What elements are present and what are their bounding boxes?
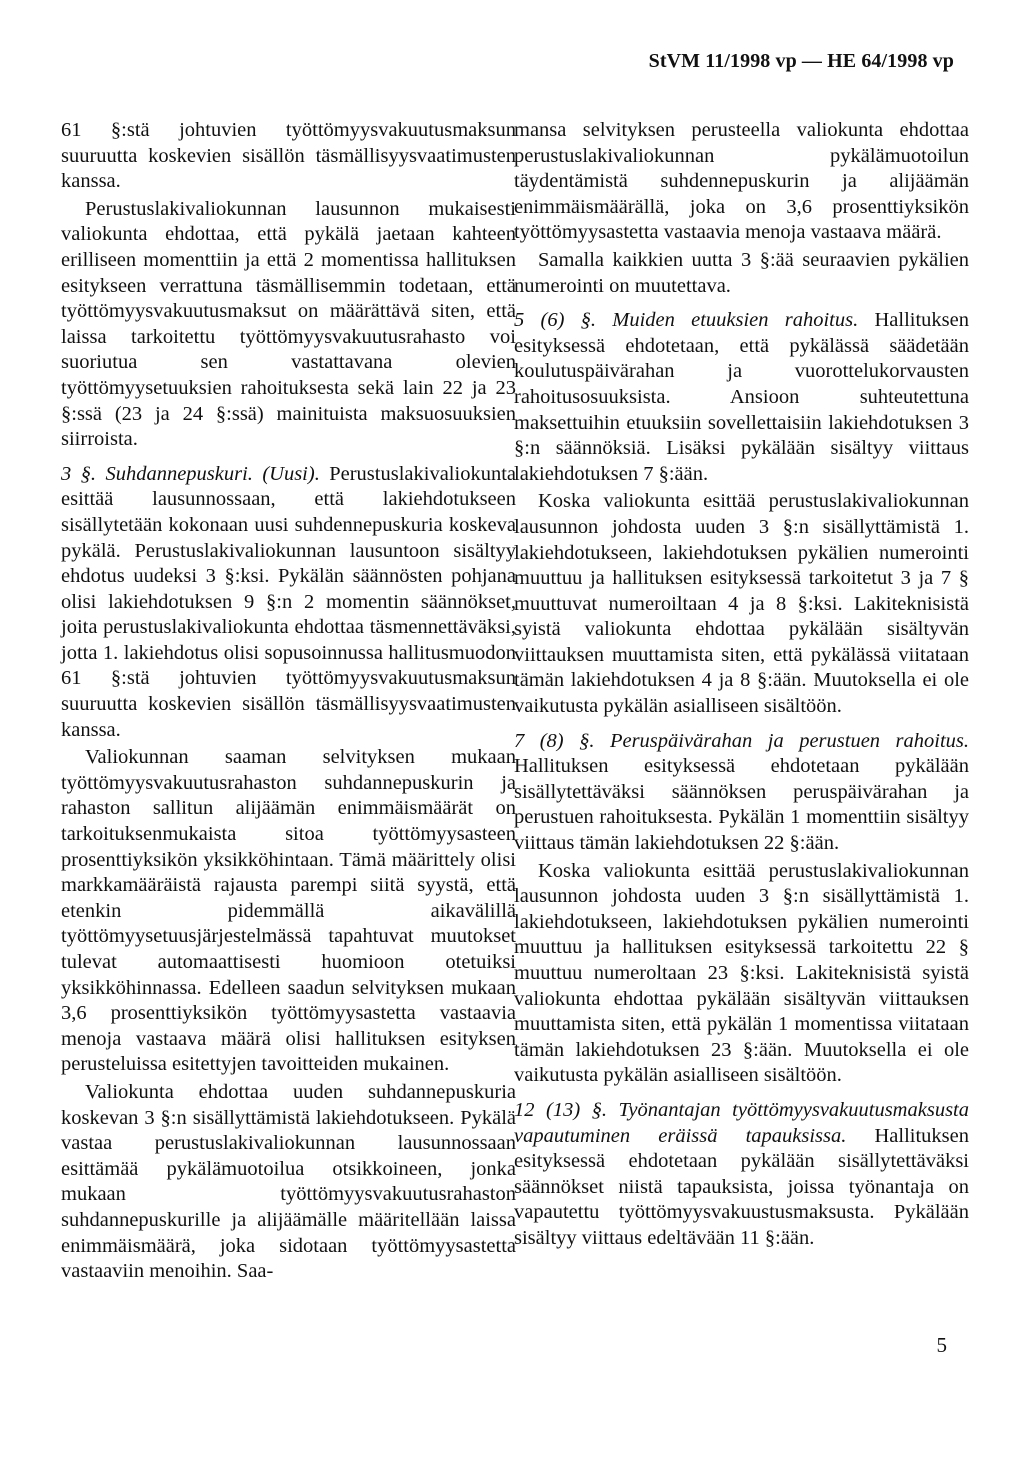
- section-12: [514, 1098, 969, 1252]
- section-heading: 12 (13) §. Työnantajan työttömyysvakuutusmaksusta vapautuminen eräissä tapauksissa.: [514, 1098, 969, 1147]
- paragraph: Valiokunnan saaman selvityksen mukaan työttömyysvakuutusrahaston suhdannepuskurin ja rahaston sallitun alijäämän enimmäismäärät on tarkoituksenmukaista sitoa työttömyysasteen prosenttiyksikön yksikköhintaan. Tämä määrittely olisi markkamääräistä rajausta parempi siitä syystä, että etenkin pidemmällä aikavälillä työttömyysetuusjärjestelmässä tapahtuvat muutokset tulevat automaattisesti huomioon otetuiksi yksikköhinnassa. Edelleen saadun selvityksen mukaan 3,6 prosenttiyksikön työttömyysastetta vastaavia menoja vastaava määrä olisi hallituksen esityksen perusteluissa esitettyjen tavoitteiden mukainen.: [61, 746, 516, 1076]
- section-heading: 5 (6) §. Muiden etuuksien rahoitus.: [514, 309, 859, 332]
- section-7: [514, 729, 969, 857]
- section-text: Hallituksen esityksessä ehdotetaan pykälään sisällytettäväksi säännökset niistä tapauksista, joissa työnantaja on vapautettu työttömyysvakuustusmaksusta. Pykälään sisältyy viittaus edeltävään 11 §:ään.: [514, 1124, 970, 1249]
- section-5: [514, 308, 969, 487]
- paragraph: 61 §:stä johtuvien työttömyysvakuutusmaksun suuruutta koskevien sisällön täsmällisyysvaatimusten kanssa.: [61, 119, 516, 193]
- left-column: [61, 118, 516, 1285]
- section-3: [61, 462, 516, 744]
- paragraph: mansa selvityksen perusteella valiokunta ehdottaa perustuslakivaliokunnan pykälämuotoilun täydentämistä suhdennepuskurin ja alijäämän enimmäismäärällä, joka on 3,6 prosenttiyksikön työttömyysastetta vastaavia menoja vastaava määrä.: [514, 119, 969, 244]
- paragraph: Samalla kaikkien uutta 3 §:ää seuraavien pykälien numerointi on muutettava.: [514, 248, 969, 297]
- running-header: StVM 11/1998 vp — HE 64/1998 vp: [648, 50, 954, 72]
- section-heading: 7 (8) §. Peruspäivärahan ja perustuen rahoitus.: [514, 729, 969, 752]
- page-number: 5: [936, 1333, 947, 1357]
- right-column: [514, 118, 969, 1252]
- section-text: Perustuslakivaliokunta esittää lausunnossaan, että lakiehdotukseen sisällytetään kokonaan uusi suhdennepuskuria koskeva pykälä. Perustuslakivaliokunnan lausuntoon sisältyy ehdotus uudeksi 3 §:ksi. Pykälän säännösten pohjana olisi lakiehdotuksen 9 §:n 2 momentin säännökset, joita perustuslakivaliokunta ehdottaa täsmennettäväksi, jotta 1. lakiehdotus olisi sopusoinnussa hallitusmuodon 61 §:stä johtuvien työttömyysvakuutusmaksun suuruutta koskevien sisällön täsmällisyysvaatimusten kanssa.: [61, 462, 516, 741]
- section-text: Hallituksen esityksessä ehdotetaan, että pykälässä säädetään koulutuspäivärahan ja vuorottelukorvausten rahoitusosuuksista. Ansioon suhteutettuna maksettuihin etuuksiin sovellettaisiin lakiehdotuksen 3 §:n säännöksiä. Lisäksi pykälään sisältyy viittaus lakiehdotuksen 7 §:ään.: [514, 309, 970, 485]
- section-heading: 3 §. Suhdannepuskuri. (Uusi).: [61, 462, 320, 485]
- paragraph: Koska valiokunta esittää perustuslakivaliokunnan lausunnon johdosta uuden 3 §:n sisällyttämistä 1. lakiehdotukseen, lakiehdotuksen pykälien numerointi muuttuu ja hallituksen esityksessä tarkoitetut 3 ja 7 § muuttuvat numeroiltaan 4 ja 8 §:ksi. Lakiteknisistä syistä valiokunta ehdottaa pykälään sisältyvän viittauksen muuttamista siten, että pykälässä viitataan tämän lakiehdotuksen 4 ja 8 §:ään. Muutoksella ei ole vaikutusta pykälän asialliseen sisältöön.: [514, 490, 969, 718]
- paragraph: Perustuslakivaliokunnan lausunnon mukaisesti valiokunta ehdottaa, että pykälä jaetaan kahteen erilliseen momenttiin ja että 2 momentissa hallituksen esitykseen verrattuna täsmällisemmin todetaan, että työttömyysvakuutusmaksut on määrättävä siten, että laissa tarkoitettu työttömyysvakuutusrahasto voi suoriutua sen vastattavana olevien työttömyysetuuksien rahoituksesta sekä lain 22 ja 23 §:ssä (23 ja 24 §:ssä) mainituista maksuosuuksien siirroista.: [61, 197, 516, 451]
- section-text: Hallituksen esityksessä ehdotetaan pykälään sisällytettäväksi säännöksen peruspäivärahan ja perustuen rahoituksesta. Pykälän 1 momenttiin sisältyy viittaus tämän lakiehdotuksen 22 §:ään.: [514, 755, 969, 855]
- paragraph: Koska valiokunta esittää perustuslakivaliokunnan lausunnon johdosta uuden 3 §:n sisällyttämistä 1. lakiehdotukseen, lakiehdotuksen pykälien numerointi muuttuu ja hallituksen esityksessä tarkoitettu 22 § muuttuu numeroltaan 23 §:ksi. Lakiteknisistä syistä valiokunta ehdottaa pykälään sisältyvän viittauksen muuttamista siten, että pykälän 1 momentissa viitataan tämän lakiehdotuksen 23 §:ään. Muutoksella ei ole vaikutusta pykälän asialliseen sisältöön.: [514, 859, 969, 1087]
- paragraph: Valiokunta ehdottaa uuden suhdannepuskuria koskevan 3 §:n sisällyttämistä lakiehdotukseen. Pykälä vastaa perustuslakivaliokunnan lausunnossaan esittämää pykälämuotoilua otsikkoineen, jonka mukaan työttömyysvakuutusrahaston suhdannepuskurille ja alijäämälle määritellään laissa enimmäismäärä, joka sidotaan työttömyysastetta vastaaviin menoihin. Saa-: [61, 1080, 516, 1283]
